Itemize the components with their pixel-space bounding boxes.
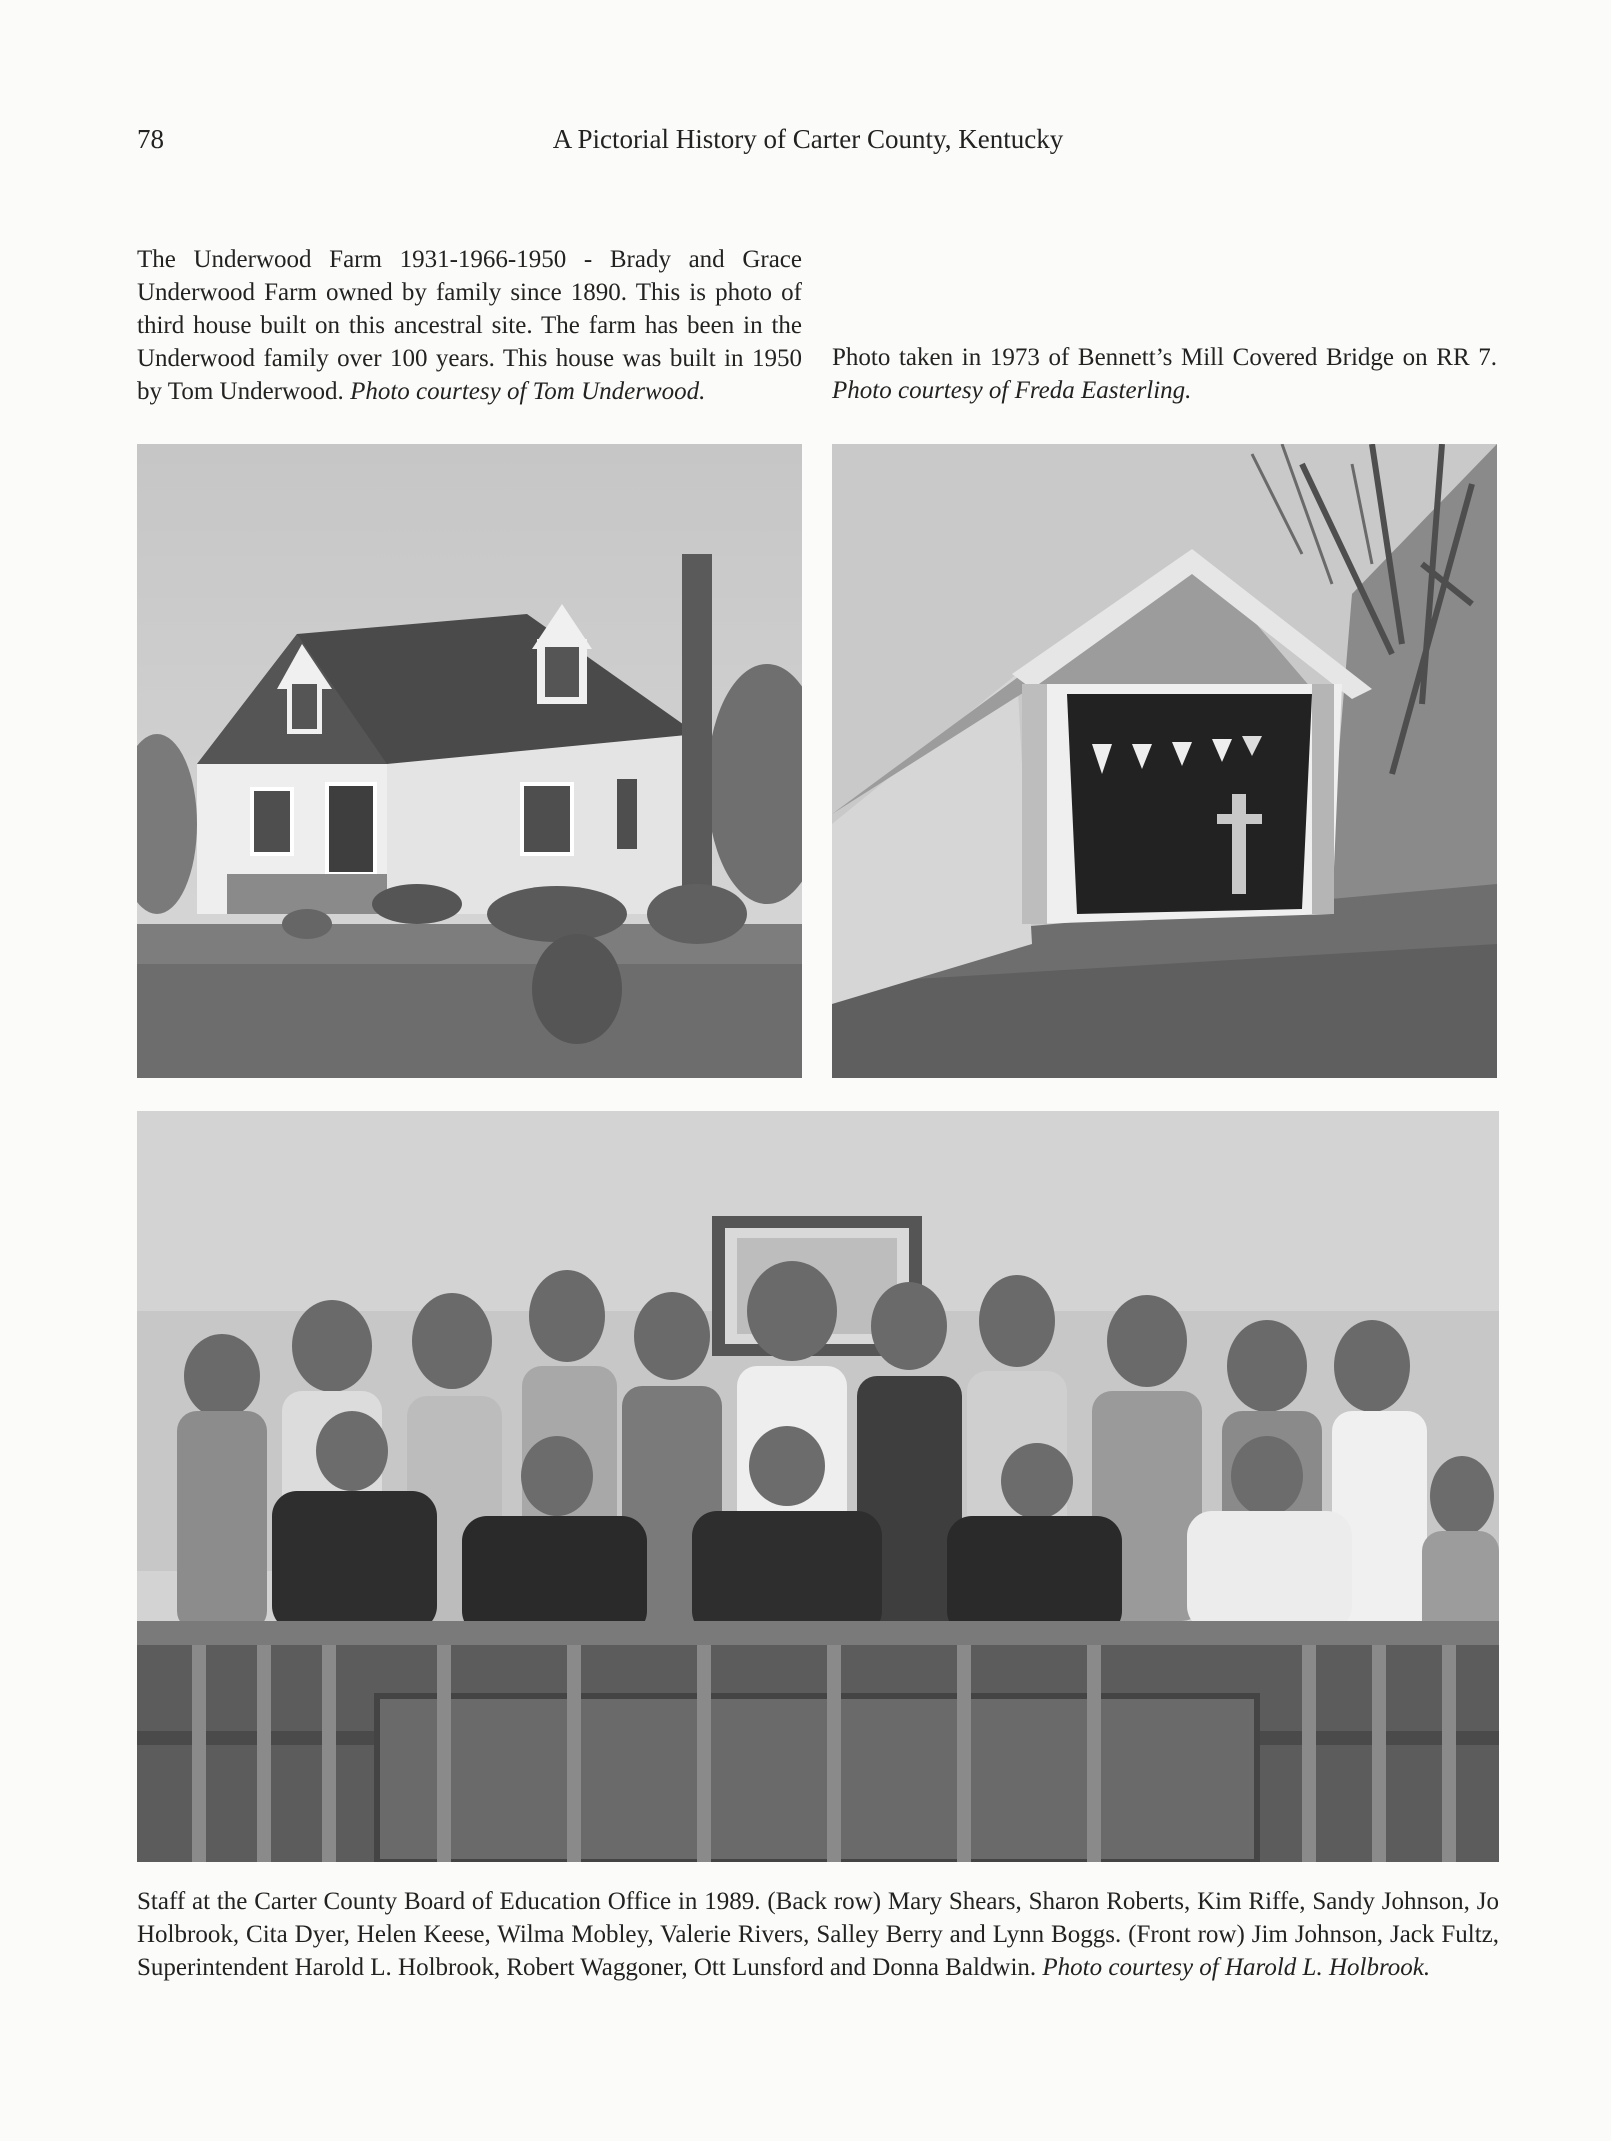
running-title: A Pictorial History of Carter County, Kentucky [552,124,1064,154]
farmhouse-photo [137,444,802,1078]
page-number: 78 [137,124,164,154]
bridge-photo-credit: Photo courtesy of Freda Easterling. [832,377,1192,404]
farm-caption [137,243,802,408]
farm-photo-credit: Photo courtesy of Tom Underwood. [350,378,706,405]
staff-photo-credit: Photo courtesy of Harold L. Holbrook. [1042,1954,1431,1981]
staff-caption [137,1885,1499,1984]
staff-group-photo [137,1111,1499,1862]
bridge-caption-text: Photo taken in 1973 of Bennett’s Mill Covered Bridge on RR 7. [832,344,1497,371]
staff-caption-text: Staff at the Carter County Board of Education Office in 1989. (Back row) Mary Shears, Sharon Roberts, Kim Riffe, Sandy Johnson, Jo Holbrook, Cita Dyer, Helen Keese, Wilma Mobley, Valerie Rivers, Salley Berry and Lynn Boggs. (Front row) Jim Johnson, Jack Fultz, Superintendent Harold L. Holbrook, Robert Waggoner, Ott Lunsford and Donna Baldwin. [137,1888,1499,1981]
farm-caption-text: The Underwood Farm 1931-1966-1950 - Brady and Grace Underwood Farm owned by family since 1890. This is photo of third house built on this ancestral site. The farm has been in the Underwood family over 100 years. This house was built in 1950 by Tom Underwood. [137,246,802,405]
bridge-caption [832,341,1497,407]
covered-bridge-photo [832,444,1497,1078]
